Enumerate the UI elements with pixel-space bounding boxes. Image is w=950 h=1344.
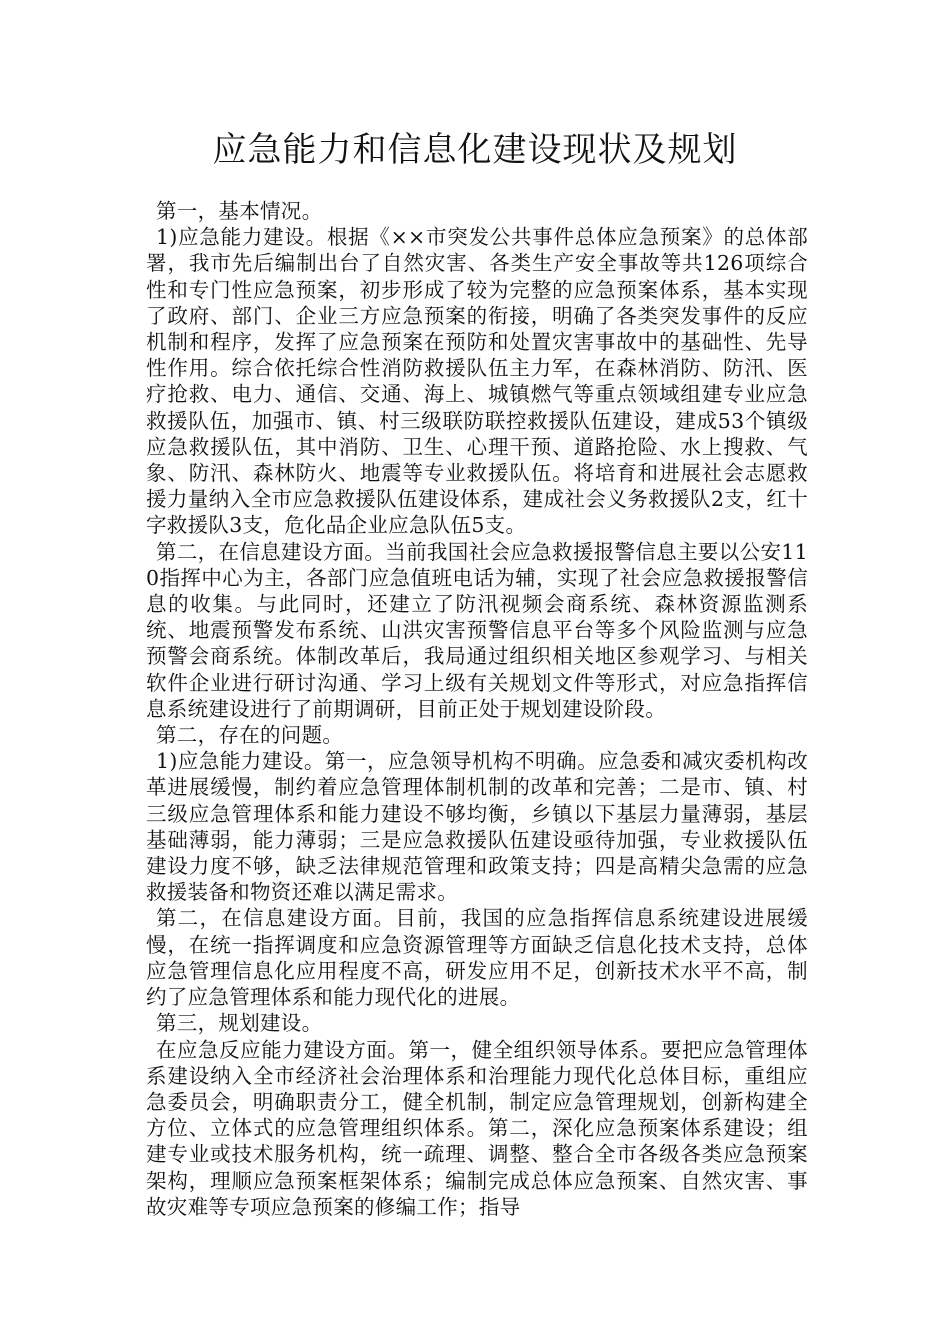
paragraph-basic-situation-heading: 第一，基本情况。 — [156, 199, 323, 223]
paragraph-problems-heading: 第二，存在的问题。 — [156, 723, 344, 748]
paragraph-planning-heading: 第三，规划建设。 — [156, 1011, 323, 1036]
paragraph-capability-problems: 1)应急能力建设。第一，应急领导机构不明确。应急委和减灾委机构改革进展缓慢，制约着应急管理体制机制的改革和完善；二是市、镇、村三级应急管理体系和能力建设不够均衡，乡镇以下基层力量薄弱，基层基础薄弱，能力薄弱；三是应急救援队伍建设亟待加强，专业救援队伍建设力度不够，缺乏法律规范管理和政策支持；四是高精尖急需的应急救援装备和物资还难以满足需求。 — [146, 749, 808, 905]
paragraph-information-construction: 第二，在信息建设方面。当前我国社会应急救援报警信息主要以公安110指挥中心为主，各部门应急值班电话为辅，实现了社会应急救援报警信息的收集。与此同时，还建立了防汛视频会商系统、森林资源监测系统、地震预警发布系统、山洪灾害预警信息平台等多个风险监测与应急预警会商系统。体制改革后，我局通过组织相关地区参观学习、与相关软件企业进行研讨沟通、学习上级有关规划文件等形式，对应急指挥信息系统建设进行了前期调研，目前正处于规划建设阶段。 — [146, 539, 808, 721]
document-title: 应急能力和信息化建设现状及规划 — [212, 130, 738, 170]
document-body — [146, 198, 808, 1220]
paragraph-emergency-capability: 1)应急能力建设。根据《××市突发公共事件总体应急预案》的总体部署，我市先后编制出台了自然灾害、各类生产安全事故等共126项综合性和专门性应急预案，初步形成了较为完整的应急预案体系，基本实现了政府、部门、企业三方应急预案的衔接，明确了各类突发事件的反应机制和程序，发挥了应急预案在预防和处置灾害事故中的基础性、先导性作用。综合依托综合性消防救援队伍主力军，在森林消防、防汛、医疗抢救、电力、通信、交通、海上、城镇燃气等重点领域组建专业应急救援队伍，加强市、镇、村三级联防联控救援队伍建设，建成53个镇级应急救援队伍，其中消防、卫生、心理干预、道路抢险、水上搜救、气象、防汛、森林防火、地震等专业救援队伍。将培育和进展社会志愿救援力量纳入全市应急救援队伍建设体系，建成社会义务救援队2支，红十字救援队3支，危化品企业应急队伍5支。 — [146, 225, 808, 538]
paragraph-planning-capability: 在应急反应能力建设方面。第一，健全组织领导体系。要把应急管理体系建设纳入全市经济社会治理体系和治理能力现代化总体目标，重组应急委员会，明确职责分工，健全机制，制定应急管理规划，创新构建全方位、立体式的应急管理组织体系。第二，深化应急预案体系建设；组建专业或技术服务机构，统一疏理、调整、整合全市各级各类应急预案架构，理顺应急预案框架体系；编制完成总体应急预案、自然灾害、事故灾难等专项应急预案的修编工作；指导 — [146, 1037, 808, 1219]
paragraph-information-problems: 第二，在信息建设方面。目前，我国的应急指挥信息系统建设进展缓慢，在统一指挥调度和应急资源管理等方面缺乏信息化技术支持，总体应急管理信息化应用程度不高，研发应用不足，创新技术水平不高，制约了应急管理体系和能力现代化的进展。 — [146, 906, 808, 1010]
